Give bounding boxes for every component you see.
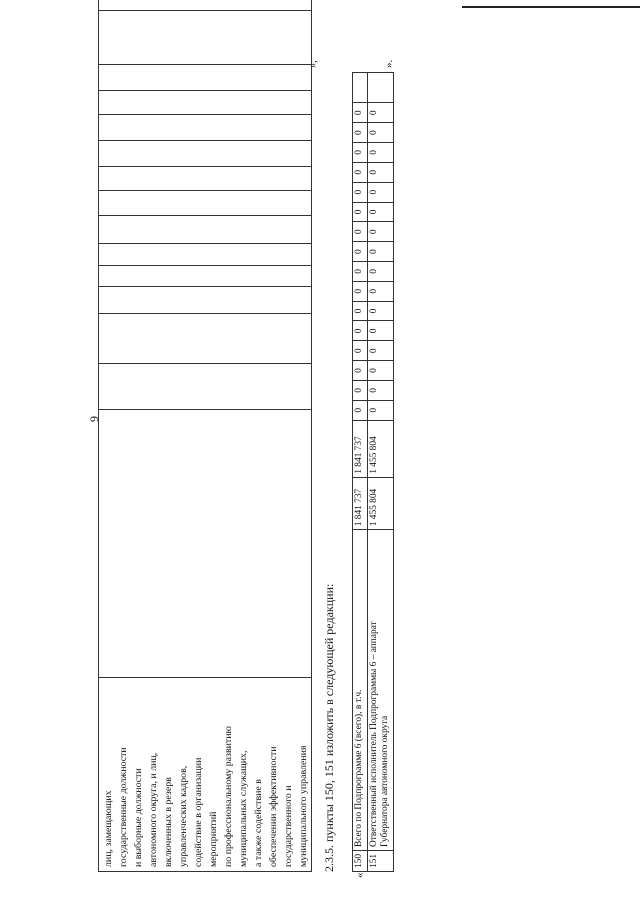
empty-cell — [99, 244, 312, 266]
row-zero-cell: 0 — [353, 281, 368, 301]
empty-cell — [99, 65, 312, 91]
empty-cell — [99, 266, 312, 287]
row-zero-cell: 0 — [367, 281, 393, 301]
upper-description-cell — [99, 678, 312, 872]
empty-cell — [99, 410, 312, 678]
row-zero-cell: 0 — [353, 162, 368, 182]
row-zero-cell: 0 — [367, 361, 393, 381]
empty-cell — [99, 91, 312, 115]
row-zero-cell: 0 — [367, 182, 393, 202]
empty-cell — [99, 141, 312, 167]
description-line: по профессиональному развитию — [223, 726, 234, 867]
row-zero-cell: 0 — [353, 103, 368, 123]
row-number: 151 — [367, 851, 393, 872]
upper-description-lines — [101, 681, 311, 867]
row-zero-cell: 0 — [353, 400, 368, 420]
row-zero-cell: 0 — [367, 341, 393, 361]
row-zero-cell: 0 — [353, 301, 368, 321]
description-line: управленческих кадров, — [178, 765, 189, 867]
description-line: обеспечении эффективности — [268, 746, 279, 867]
description-line: государственные должности — [118, 747, 129, 867]
row-zero-cell: 0 — [367, 262, 393, 282]
row-name-line: Ответственный исполнитель Подпрограммы 6 – аппарат — [368, 621, 379, 848]
description-line: а также содействие в — [253, 779, 264, 867]
row-zero-cell: 0 — [367, 242, 393, 262]
description-line: государственного и — [283, 785, 294, 867]
description-line: муниципальных служащих, — [238, 750, 249, 867]
row-zero-cell: 0 — [367, 143, 393, 163]
row-zero-cell: 0 — [353, 242, 368, 262]
description-line: автономного округа, и лиц, — [148, 752, 159, 867]
row-zero-cell: 0 — [367, 321, 393, 341]
empty-cell — [367, 73, 393, 103]
row-zero-cell: 0 — [367, 400, 393, 420]
description-line: лиц, замещающих — [103, 790, 114, 867]
description-line: муниципального управления — [298, 745, 309, 867]
empty-cell — [99, 0, 312, 11]
row-zero-cell: 0 — [353, 341, 368, 361]
empty-cell — [99, 287, 312, 314]
row-zero-cell: 0 — [367, 222, 393, 242]
empty-cell — [353, 73, 368, 103]
page-number: 9 — [87, 416, 101, 422]
empty-cell — [99, 167, 312, 191]
row-zero-cell: 0 — [353, 222, 368, 242]
amendment-instruction: 2.3.5. пункты 150, 151 изложить в следующей редакции: — [322, 583, 336, 872]
row-zero-cell: 0 — [353, 262, 368, 282]
row-zero-cell: 0 — [353, 182, 368, 202]
row-zero-cell: 0 — [367, 103, 393, 123]
close-quote: ». — [383, 59, 395, 68]
top-rule — [462, 6, 640, 8]
row-zero-cell: 0 — [353, 202, 368, 222]
row-name: Всего по Подпрограмме 6 (всего), в т.ч. — [353, 530, 368, 851]
row-zero-cell: 0 — [367, 123, 393, 143]
row-number: 150 — [353, 851, 368, 872]
description-line: содействие в организации — [193, 757, 204, 867]
row-value-budget: 1 455 804 — [367, 420, 393, 477]
row-zero-cell: 0 — [353, 380, 368, 400]
empty-cell — [99, 11, 312, 65]
description-line: и выборные должности — [133, 768, 144, 867]
row-zero-cell: 0 — [353, 123, 368, 143]
row-zero-cell: 0 — [353, 361, 368, 381]
empty-cell — [99, 314, 312, 364]
upper-table-end-mark: »; — [308, 60, 319, 68]
row-name — [367, 530, 393, 851]
row-zero-cell: 0 — [367, 380, 393, 400]
empty-cell — [99, 216, 312, 244]
upper-table — [98, 0, 312, 872]
row-value-budget: 1 841 737 — [353, 420, 368, 477]
empty-cell — [99, 115, 312, 141]
empty-cell — [99, 364, 312, 410]
row-zero-cell: 0 — [353, 143, 368, 163]
rotated-page-content — [87, 10, 437, 880]
row-zero-cell: 0 — [353, 321, 368, 341]
open-quote: « — [354, 872, 366, 878]
row-zero-cell: 0 — [367, 301, 393, 321]
lower-table — [352, 72, 394, 872]
table-row — [367, 73, 393, 872]
table-row — [353, 73, 368, 872]
row-zero-cell: 0 — [367, 162, 393, 182]
description-line: включенных в резерв — [163, 777, 174, 867]
description-line: мероприятий — [208, 811, 219, 867]
row-value-total: 1 455 804 — [367, 477, 393, 529]
row-name-line: Губернатора автономного округа — [380, 715, 390, 848]
empty-cell — [99, 191, 312, 216]
row-value-total: 1 841 737 — [353, 477, 368, 529]
row-zero-cell: 0 — [367, 202, 393, 222]
